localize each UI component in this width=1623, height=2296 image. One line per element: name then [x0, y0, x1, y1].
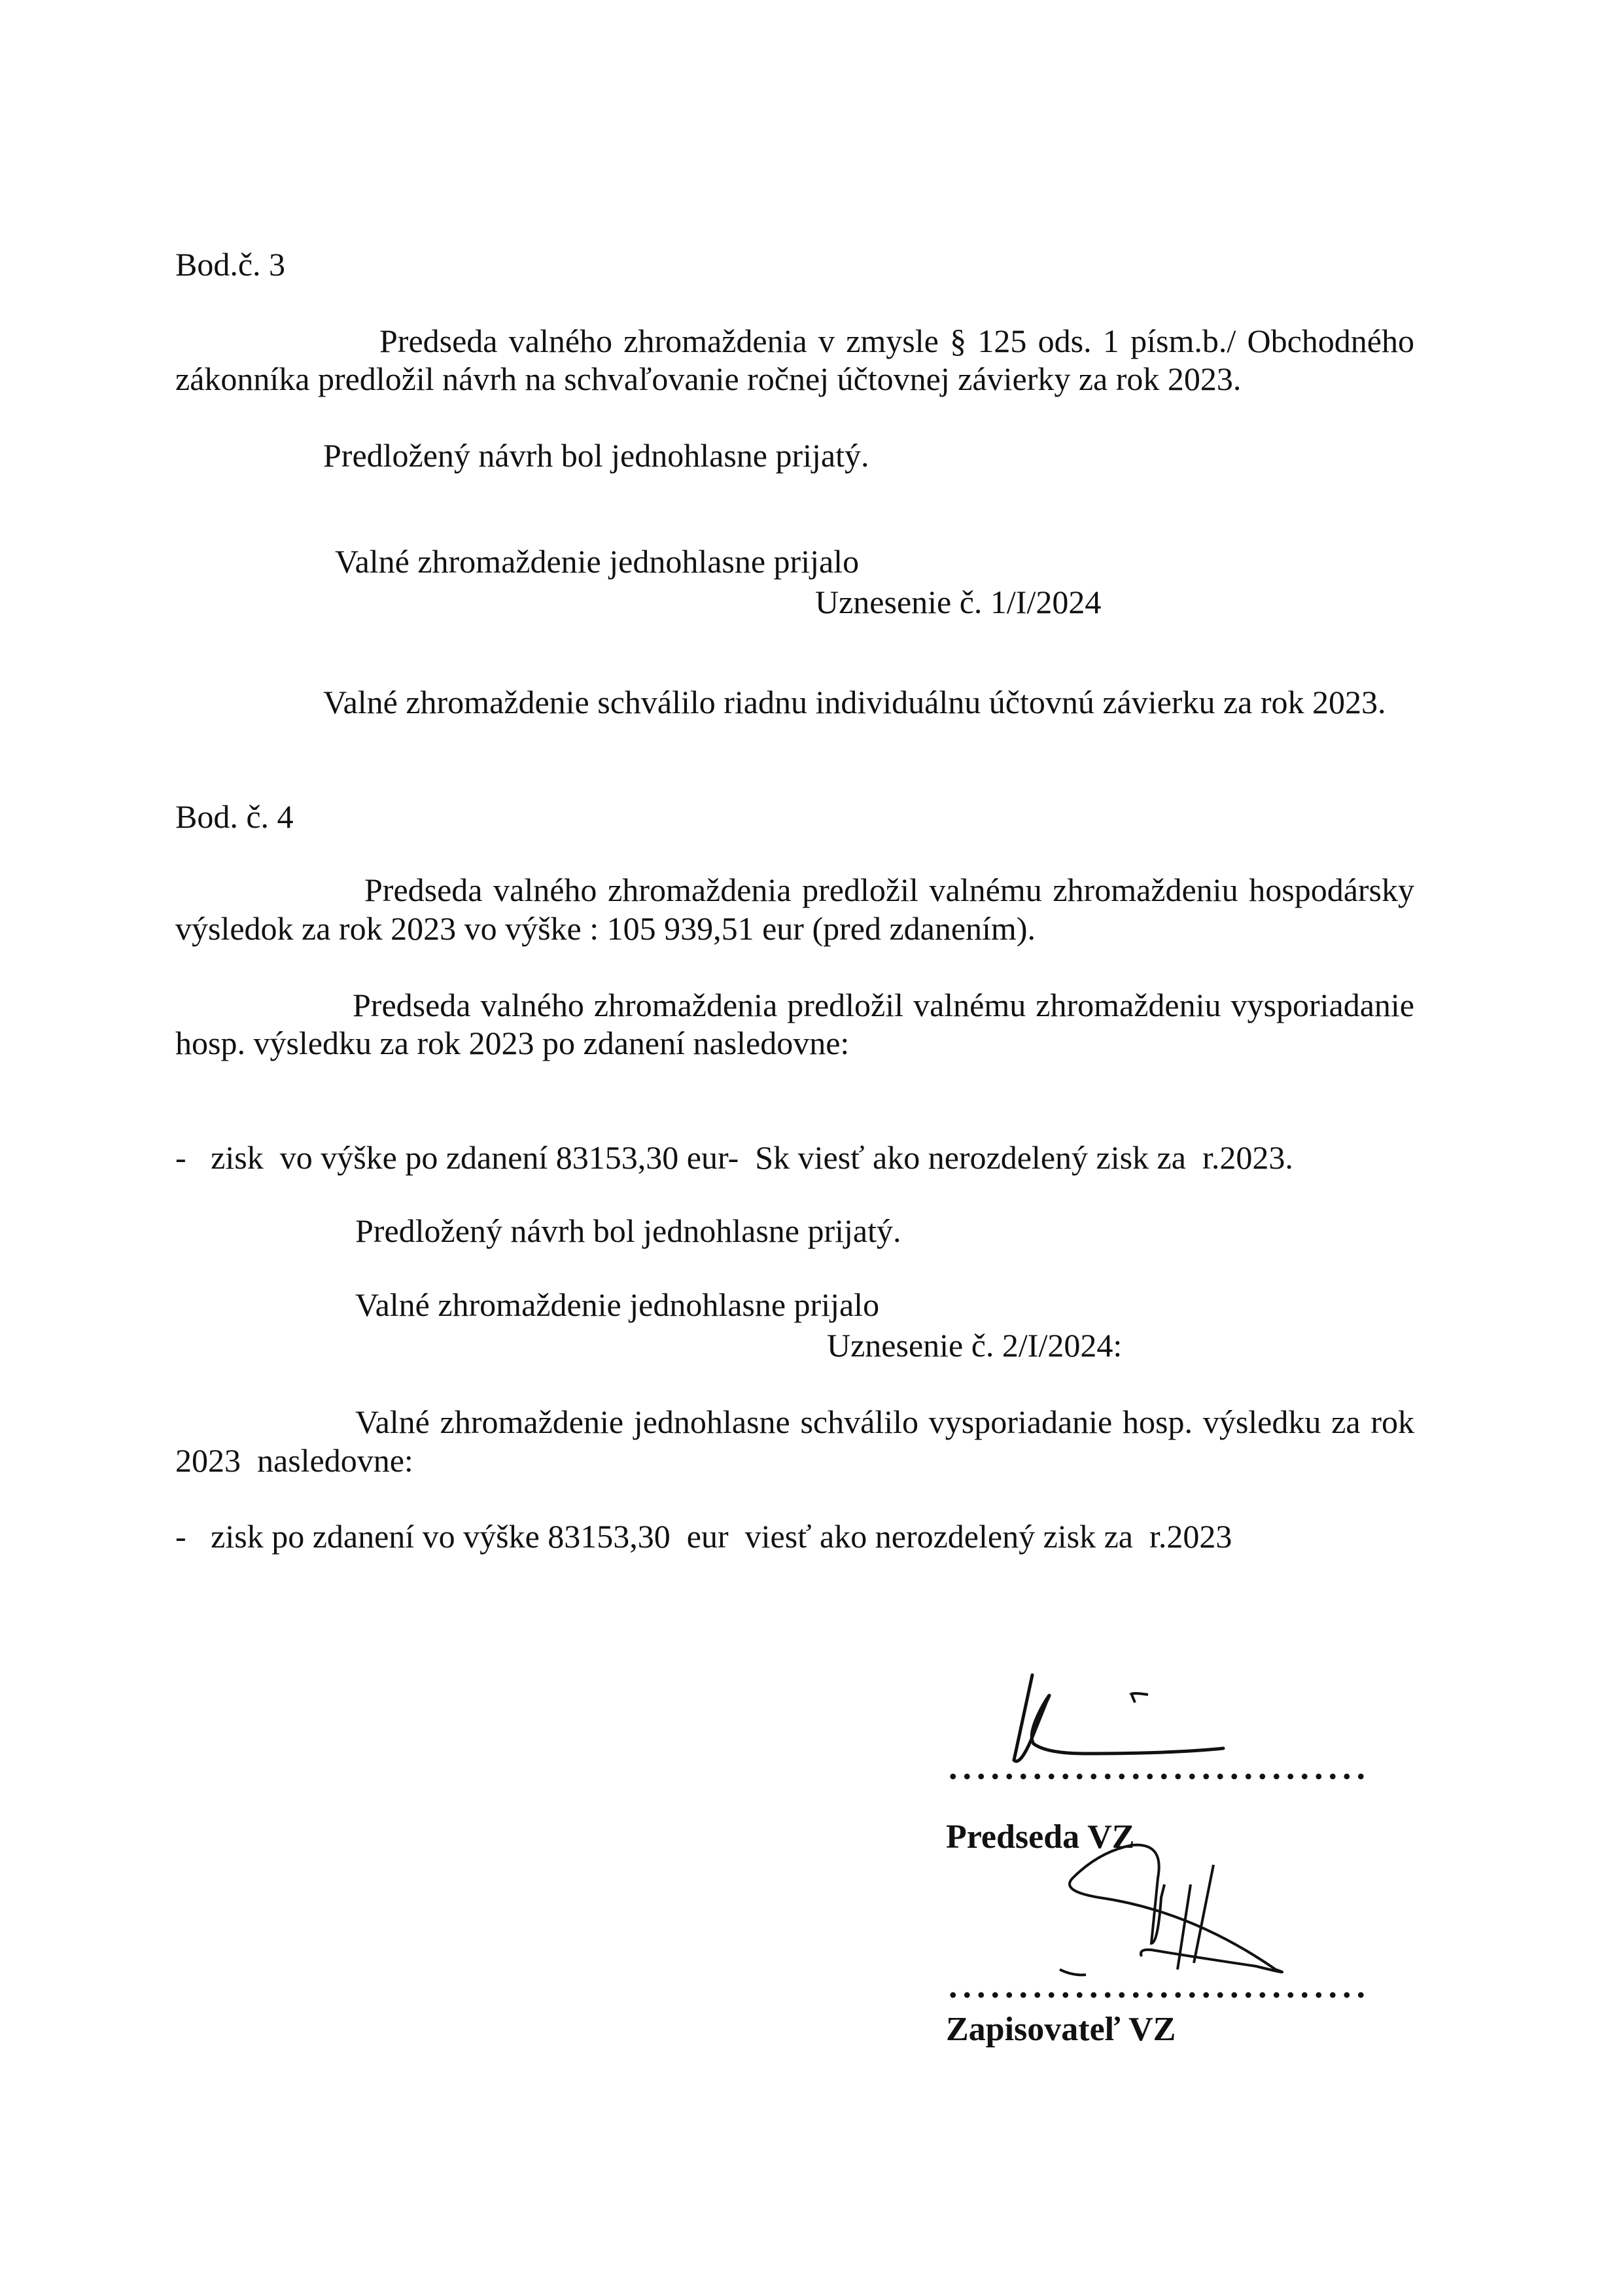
section-4-resolution-item: - zisk po zdanení vo výške 83153,30 eur viesť ako nerozdelený zisk za r.2023 — [175, 1518, 1232, 1555]
section-4-approval: Predložený návrh bol jednohlasne prijatý. — [355, 1212, 901, 1249]
section-3-paragraph-line2: zákonníka predložil návrh na schvaľovanie ročnej účtovnej závierky za rok 2023. — [175, 361, 1242, 397]
section-4-paragraph1-line2: výsledok za rok 2023 vo výške : 105 939,51 eur (pred zdanením). — [175, 910, 1036, 947]
signature-line-recorder — [946, 1991, 1369, 1999]
section-3-resolution-text: Valné zhromaždenie schválilo riadnu individuálnu účtovnú závierku za rok 2023. — [323, 684, 1386, 720]
section-4-resolution-intro: Valné zhromaždenie jednohlasne prijalo — [355, 1286, 880, 1323]
chairman-signature — [1007, 1662, 1282, 1780]
section-4-paragraph2-line2: hosp. výsledku za rok 2023 po zdanení nasledovne: — [175, 1025, 850, 1061]
section-4-heading: Bod. č. 4 — [175, 798, 294, 835]
section-4-resolution-text-line2: 2023 nasledovne: — [175, 1442, 413, 1479]
section-3-paragraph-line1: Predseda valného zhromaždenia v zmysle § 125 ods. 1 písm.b./ Obchodného — [379, 323, 1414, 359]
recorder-signature — [1060, 1839, 1335, 1996]
section-4-paragraph2-line1: Predseda valného zhromaždenia predložil valnému zhromaždeniu vysporiadanie — [353, 987, 1414, 1023]
signature-line-chairman — [946, 1773, 1369, 1780]
section-3-heading: Bod.č. 3 — [175, 246, 286, 283]
chairman-label: Predseda VZ — [946, 1818, 1135, 1856]
section-3-resolution-intro: Valné zhromaždenie jednohlasne prijalo — [335, 543, 860, 580]
section-4-paragraph1-line1: Predseda valného zhromaždenia predložil valnému zhromaždeniu hospodársky — [364, 872, 1414, 908]
section-4-resolution-text-line1: Valné zhromaždenie jednohlasne schválilo vysporiadanie hosp. výsledku za rok — [355, 1404, 1414, 1440]
section-4-proposal-item: - zisk vo výške po zdanení 83153,30 eur- Sk viesť ako nerozdelený zisk za r.2023. — [175, 1139, 1293, 1176]
section-3-resolution-number: Uznesenie č. 1/I/2024 — [815, 584, 1102, 620]
section-3-approval: Predložený návrh bol jednohlasne prijatý. — [323, 437, 869, 474]
section-4-resolution-number: Uznesenie č. 2/I/2024: — [827, 1327, 1123, 1364]
recorder-label: Zapisovateľ VZ — [946, 2011, 1176, 2048]
